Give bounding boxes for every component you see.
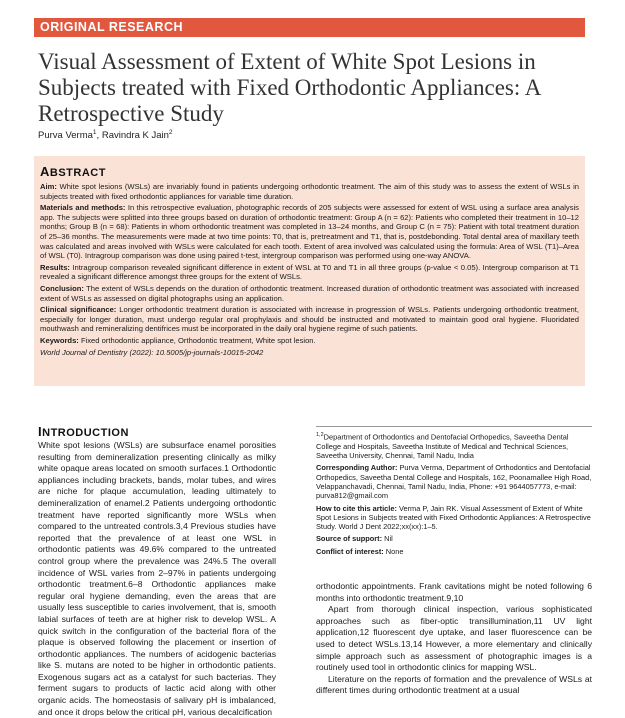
author-name: Ravindra K Jain [101, 130, 169, 142]
corresponding-author: Corresponding Author: Purva Verma, Department of Orthodontics and Dentofacial Orthopedics, Saveetha Dental College and Hospitals, 162, Poonamallee High Road, Velappanchavadi, Chennai, Tamil Nadu, India, Phone: +91 9644057773, e-mail: purva812@gmail.com [316, 463, 592, 501]
body-paragraph: Apart from thorough clinical inspection, various sophisticated approaches such as fiber-optic transillumination,11 UV light application,12 fluorescent dye uptake, and laser fluorescence can be used to detect WSLs.13,14 However, a more elementary and clinically simple approach such as assessment of photographic images is a routinely used tool in orthodontic clinics for mapping WSL. [316, 604, 592, 673]
body-paragraph: orthodontic appointments. Frank cavitations might be noted following 6 months into orthodontic treatment.9,10 [316, 581, 592, 603]
introduction-paragraph: White spot lesions (WSLs) are subsurface enamel porosities resulting from demineralization presenting clinically as milky white opaque areas located on smooth surfaces.1 Orthodontic appliances including brackets, bands, molar tubes, and wires are niche for plaque accumulation, leading ultimately to demineralization of enamel.2 Patients undergoing orthodontic treatment have reported significantly more WSLs when compared to the untreated controls.3,4 Previous studies have reported that the prevalence of at least one WSL in orthodontic patients was 49.6% compared to the untreated control group where the prevalence was 24%.5 The overall incidence of WSL varies from 2–97% in patients undergoing orthodontic treatment.6–8 Orthodontic appliances make regular oral hygiene demanding, even the areas that are usually less susceptible to caries involvement, that is, smooth labial surfaces of teeth are at higher risk to develop WSL. A quick switch in the configuration of the bacterial flora of the plaque is observed following the placement or insertion of orthodontic appliances. The numbers of acidogenic bacterias like S. mutans are noted to be higher in orthodontic patients. Exogenous sugars act as a catalyst for such bacterias. They ferment sugars to products of lactic acid along with other organic acids. The homeostasis of salivary pH is imbalanced, and once it drops below the critical pH, various decalcification [38, 440, 276, 717]
author-affiliation-mark: 2 [168, 129, 173, 136]
article-type-label: ORIGINAL RESEARCH [40, 20, 184, 34]
affiliation-box [316, 426, 592, 573]
abstract-citation: World Journal of Dentistry (2022): 10.5005/jp-journals-10015-2042 [40, 347, 264, 357]
author-affiliation-mark: 1 [92, 129, 97, 136]
abstract-box [34, 156, 585, 386]
abstract-conclusion: Conclusion: The extent of WSLs depends on the duration of orthodontic treatment. Increased duration of orthodontic treatment was associated with increased extent of WSLs as assessed on digital photographs using an application. [40, 283, 579, 303]
introduction-body [38, 440, 276, 717]
conflict-of-interest: Conflict of interest: None [316, 546, 404, 556]
right-column-body [316, 581, 592, 709]
source-of-support: Source of support: Nil [316, 534, 393, 544]
affiliation: $^{1,2}$Department of Orthodontics and Dentofacial Orthopedics, Saveetha Dental College and Hospitals, Saveetha Institute of Medical and Technical Sciences, Saveetha University, Chennai, Tamil Nadu, India [316, 432, 569, 461]
article-title: Visual Assessment of Extent of White Spot Lesions in Subjects treated with Fixed Orthodontic Appliances: A Retrospective Study [38, 49, 541, 126]
article-type-banner [34, 18, 585, 37]
how-to-cite: How to cite this article: Verma P, Jain RK. Visual Assessment of Extent of White Spot Lesions in Subjects treated with Fixed Orthodontic Appliances: A Retrospective Study. World J Dent 2022;xx(xx):1–5. [316, 503, 591, 532]
abstract-aim: Aim: White spot lesions (WSLs) are invariably found in patients undergoing orthodontic treatment. The aim of this study was to assess the extent of WSLs in subjects treated with fixed orthodontic appliances for variable time duration. [40, 182, 579, 201]
abstract-keywords: Keywords: Fixed orthodontic appliance, Orthodontic treatment, White spot lesion. [40, 335, 316, 345]
author-list [38, 129, 173, 141]
author-separator: , [96, 130, 102, 142]
abstract-methods: Materials and methods: In this retrospective evaluation, photographic records of 205 subjects were assessed for extent of WSL using a surface area analysis app. The subjects were splitted into three groups based on duration of orthodontic treatment: Group A (n = 62): Patients who completed their treatment in 10–12 months; Group B (n = 68): Patients in whom orthodontic treatment was completed in 13–24 months, and Group C (n = 75): Patient with total treatment duration of 25–36 months. The measurements were made at two time points: T0, that is, pretreatment and T1, that is, postdebonding. Total dental area of maxillary teeth was calculated and areas involved with WSLs were calculated for each tooth. Extent of area involved was calculated using the formula: Area of WSL (T1)–Area of WSL (T0). Intragroup comparison was done using paired t-test, intergroup comparison was performed using one-way ANOVA. [40, 203, 579, 261]
author-name: Purva Verma [38, 130, 93, 142]
body-paragraph: Literature on the reports of formation and the prevalence of WSLs at different times during orthodontic treatment at a usual [316, 673, 592, 696]
abstract-results: Results: Intragroup comparison revealed significant difference in extent of WSL at T0 and T1 in all three groups (p-value < 0.05). Intergroup comparison at T1 revealed a significant difference amongst three groups for the extent of WSLs. [40, 262, 579, 282]
abstract-clinical-significance: Clinical significance: Longer orthodontic treatment duration is associated with increase in progression of WSLs. Patients undergoing orthodontic treatment, especially for longer duration, must undergo regular oral prophylaxis and should be instructed and motivated to maintain good oral hygiene. Fluoridated mouthwash and remineralizing dentifrices must be incorporated in the daily oral hygiene regime of such patients. [40, 305, 579, 334]
introduction-heading: INTRODUCTION [38, 424, 129, 439]
abstract-heading: ABSTRACT [40, 164, 106, 179]
